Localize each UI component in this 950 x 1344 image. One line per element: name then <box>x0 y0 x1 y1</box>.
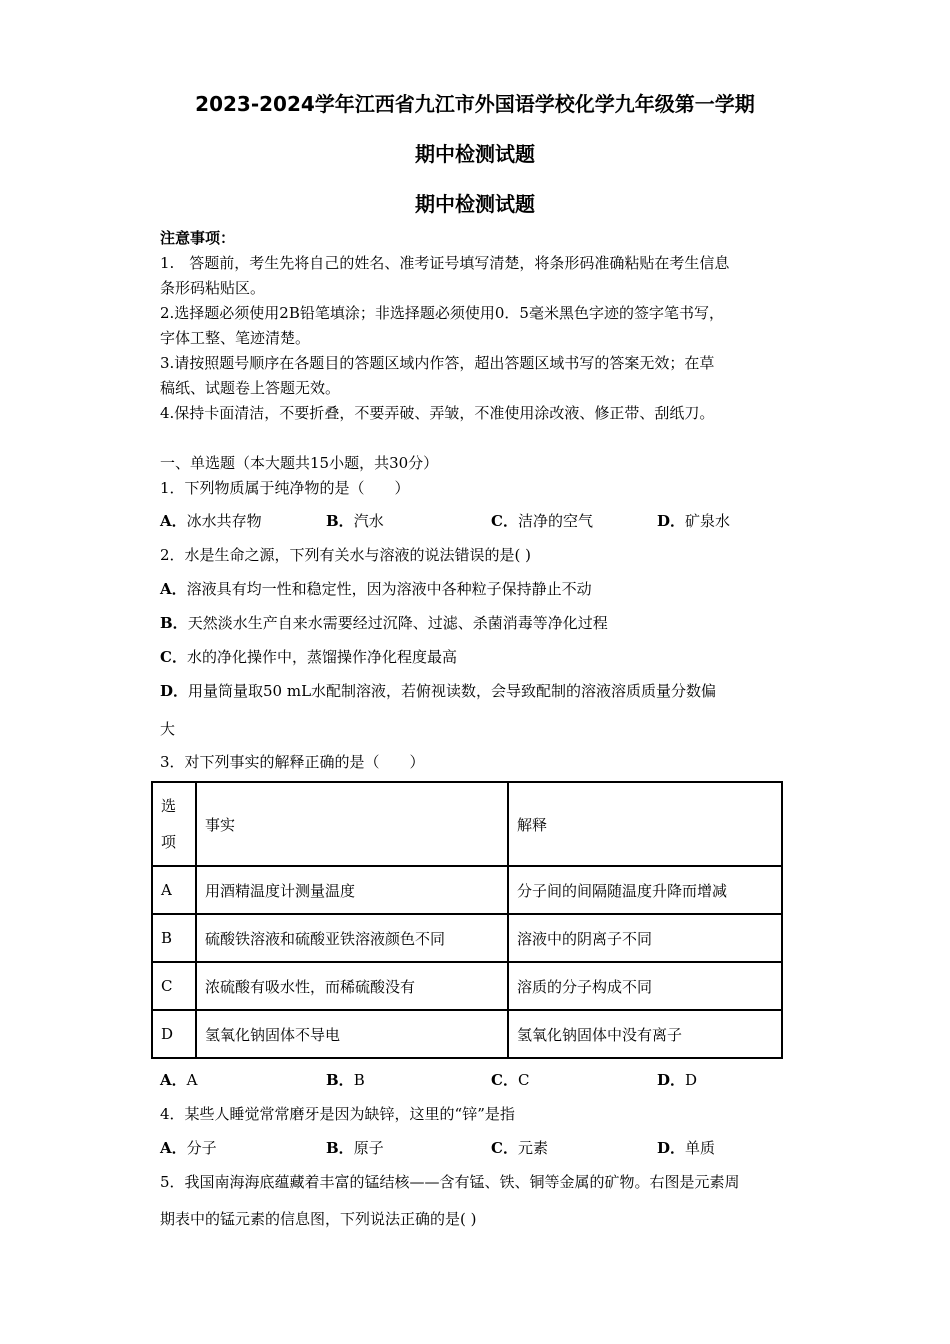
row-fact: 浓硫酸有吸水性，而稀硫酸没有 <box>196 962 508 1010</box>
option-letter: B． <box>160 614 188 632</box>
notice-heading: 注意事项： <box>160 229 236 247</box>
q3-option-c <box>491 1069 529 1090</box>
option-letter: D． <box>160 682 189 700</box>
option-letter: B． <box>326 1139 354 1157</box>
section-heading: 一、单选题（本大题共15小题，共30分） <box>160 454 439 472</box>
option-text: B <box>353 1071 365 1089</box>
header-option-bottom: 项 <box>161 833 177 851</box>
option-text: 单质 <box>685 1139 716 1157</box>
question-3-stem: 3．对下列事实的解释正确的是（ ） <box>160 753 425 771</box>
table-row <box>152 866 782 914</box>
option-text: 用量筒量取50 mL水配制溶液，若俯视读数，会导致配制的溶液溶质质量分数偏 <box>188 682 717 700</box>
notice-item: 字体工整、笔迹清楚。 <box>160 329 311 347</box>
row-option: A <box>152 866 196 914</box>
option-letter: C． <box>491 1139 518 1157</box>
notice-item: 4.保持卡面清洁，不要折叠，不要弄破、弄皱，不准使用涂改液、修正带、刮纸刀。 <box>160 404 715 422</box>
question-5-stem-line2: 期表中的锰元素的信息图，下列说法正确的是( ) <box>160 1210 477 1228</box>
option-text: 矿泉水 <box>685 512 731 530</box>
table-row <box>152 962 782 1010</box>
q2-option-d <box>160 680 716 701</box>
row-option: C <box>152 962 196 1010</box>
row-option: B <box>152 914 196 962</box>
row-explain: 溶液中的阴离子不同 <box>508 914 782 962</box>
exam-title-line2: 期中检测试题 <box>415 142 535 166</box>
exam-title-line3: 期中检测试题 <box>415 192 535 216</box>
option-text: 汽水 <box>353 512 384 530</box>
q2-option-d-continuation: 大 <box>160 720 176 738</box>
notice-item: 3.请按照题号顺序在各题目的答题区域内作答，超出答题区域书写的答案无效；在草 <box>160 354 715 372</box>
q1-option-a <box>160 510 262 531</box>
question-2-stem: 2．水是生命之源，下列有关水与溶液的说法错误的是( ) <box>160 546 532 564</box>
q4-option-c <box>491 1137 548 1158</box>
option-text: 天然淡水生产自来水需要经过沉降、过滤、杀菌消毒等净化过程 <box>187 614 608 632</box>
notice-item: 稿纸、试题卷上答题无效。 <box>160 379 341 397</box>
table-row <box>152 914 782 962</box>
row-fact: 氢氧化钠固体不导电 <box>196 1010 508 1058</box>
notice-item: 2.选择题必须使用2B铅笔填涂；非选择题必须使用0．5毫米黑色字迹的签字笔书写， <box>160 304 724 322</box>
q2-option-b <box>160 612 608 633</box>
q2-option-a <box>160 578 592 599</box>
table-row <box>152 1010 782 1058</box>
q1-option-b <box>326 510 384 531</box>
option-letter: A． <box>160 512 187 530</box>
option-letter: A． <box>160 580 187 598</box>
option-text: 冰水共存物 <box>186 512 262 530</box>
row-explain: 氢氧化钠固体中没有离子 <box>508 1010 782 1058</box>
header-explain-cell: 解释 <box>508 782 782 866</box>
option-text: 元素 <box>517 1139 548 1157</box>
row-explain: 分子间的间隔随温度升降而增减 <box>508 866 782 914</box>
row-option: D <box>152 1010 196 1058</box>
option-letter: B． <box>326 1071 354 1089</box>
option-letter: C． <box>491 512 518 530</box>
option-text: D <box>685 1071 698 1089</box>
header-option-cell <box>152 782 196 866</box>
header-option-top: 选 <box>161 797 177 815</box>
table-header-row <box>152 782 782 866</box>
option-text: 洁净的空气 <box>517 512 593 530</box>
option-letter: D． <box>657 1139 686 1157</box>
option-letter: B． <box>326 512 354 530</box>
notice-item: 条形码粘贴区。 <box>160 279 266 297</box>
question-4-stem: 4．某些人睡觉常常磨牙是因为缺锌，这里的“锌”是指 <box>160 1105 515 1123</box>
option-text: 溶液具有均一性和稳定性，因为溶液中各种粒子保持静止不动 <box>186 580 592 598</box>
exam-title-line1: 2023-2024学年江西省九江市外国语学校化学九年级第一学期 <box>195 92 755 116</box>
option-letter: D． <box>657 1071 686 1089</box>
row-fact: 硫酸铁溶液和硫酸亚铁溶液颜色不同 <box>196 914 508 962</box>
q4-option-b <box>326 1137 384 1158</box>
q4-option-a <box>160 1137 217 1158</box>
option-letter: A． <box>160 1139 187 1157</box>
option-letter: D． <box>657 512 686 530</box>
question-5-stem-line1: 5．我国南海海底蕴藏着丰富的锰结核——含有锰、铁、铜等金属的矿物。右图是元素周 <box>160 1173 740 1191</box>
q1-option-d <box>657 510 730 531</box>
notice-item: 1. 答题前，考生先将自己的姓名、准考证号填写清楚，将条形码准确粘贴在考生信息 <box>160 254 730 272</box>
option-text: 分子 <box>186 1139 217 1157</box>
row-fact: 用酒精温度计测量温度 <box>196 866 508 914</box>
q3-fact-table <box>151 781 783 1059</box>
row-explain: 溶质的分子构成不同 <box>508 962 782 1010</box>
header-fact-cell: 事实 <box>196 782 508 866</box>
q3-option-d <box>657 1069 697 1090</box>
q4-option-d <box>657 1137 715 1158</box>
option-text: 水的净化操作中，蒸馏操作净化程度最高 <box>186 648 457 666</box>
option-letter: A． <box>160 1071 187 1089</box>
option-letter: C． <box>491 1071 518 1089</box>
option-letter: C． <box>160 648 187 666</box>
option-text: C <box>517 1071 530 1089</box>
q2-option-c <box>160 646 457 667</box>
q3-option-b <box>326 1069 365 1090</box>
question-1-stem: 1．下列物质属于纯净物的是（ ） <box>160 479 410 497</box>
option-text: A <box>186 1071 198 1089</box>
q3-option-a <box>160 1069 197 1090</box>
option-text: 原子 <box>353 1139 384 1157</box>
q1-option-c <box>491 510 593 531</box>
